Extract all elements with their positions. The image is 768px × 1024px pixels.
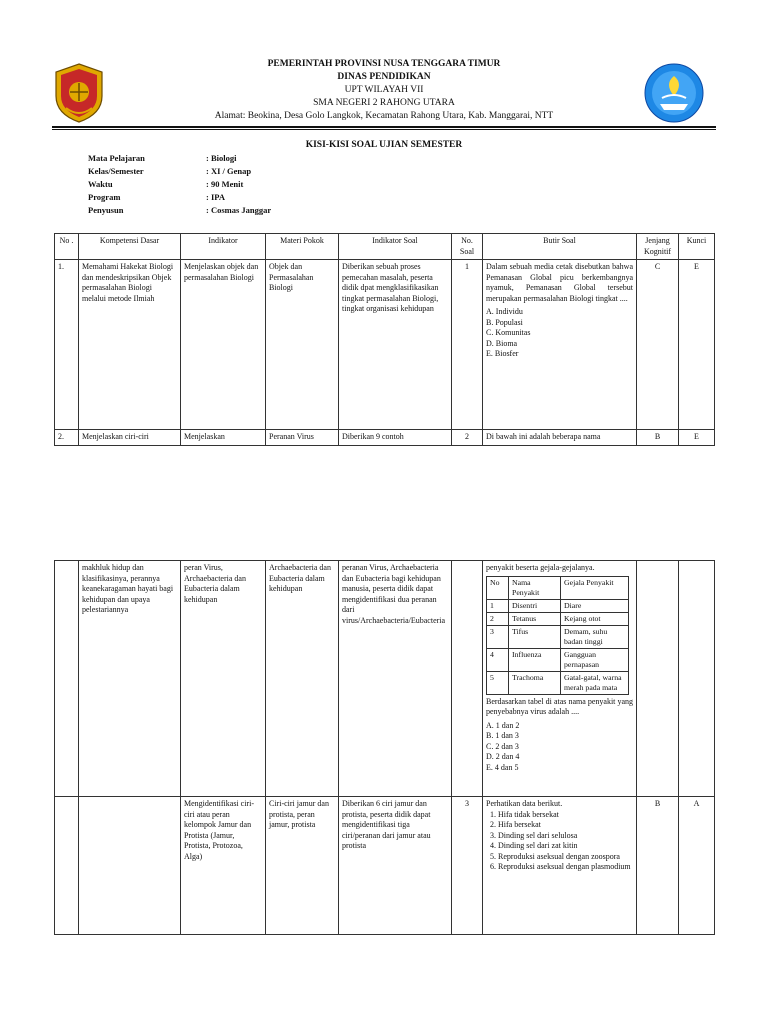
question-1: Dalam sebuah media cetak disebutkan bahwa Pemanasan Global picu berkembangnya nyamuk, Pemanasan Global tersebut merupakan permasalahan Biologi tingkat .... A. Individu B. Populasi C. Komunitas D. Bioma E. Biosfer [483, 260, 637, 430]
question-2: penyakit beserta gejala-gejalanya. No Nama Penyakit Gejala Penyakit 1 Disentri Diare 2 Tetanus Kejang otot 3 Tifus Demam, suhu badan tinggi 4 Influenza Gangguan pernapasan 5 Trachoma Gatal-gatal, warna merah pada mata Berdasarkan tabel di atas nama penyakit yang penyebabnya virus adalah .... A. 1 dan 2 B. 1 dan 3 C. 2 dan 3 D. 2 dan 4 E. 4 dan 5 [483, 561, 637, 797]
options-list: A. Individu B. Populasi C. Komunitas D. Bioma E. Biosfer [486, 307, 531, 358]
col-kompetensi: Kompetensi Dasar [79, 234, 181, 260]
table-row: Mengidentifikasi ciri-ciri atau peran kelompok Jamur dan Protista (Jamur, Protista, Protozoa, Alga) Ciri-ciri jamur dan protista, peran jamur, protista Diberikan 6 ciri jamur dan protista, peserta didik dapat mengidentifikasi tiga ciri/peranan dari jamur atau protista 3 Perhatikan data berikut. 1. Hifa tidak bersekat 2. Hifa bersekat 3. Dinding sel dari selulosa 4. Dinding sel dari zat kitin 5. Reproduksi aseksual dengan zoospora 6. Reproduksi aseksual dengan plasmodium B A [55, 797, 715, 935]
header-line-4: SMA NEGERI 2 RAHONG UTARA [313, 98, 455, 108]
table-row: makhluk hidup dan klasifikasinya, perannya keanekaragaman hayati bagi kehidupan dan upaya pelestariannya peran Virus, Archaebacteria dan Eubacteria dalam kehidupan Archaebacteria dan Eubacteria dalam kehidupan peranan Virus, Archaebacteria dan Eubacteria bagi kehidupan manusia, peserta didik dapat mengidentifikasi dua peranan dari virus/Archaebacteria/Eubacteria penyakit beserta gejala-gejalanya. No Nama Penyakit Gejala Penyakit 1 Disentri Diare 2 Tetanus Kejang otot 3 Tifus Demam, suhu badan tinggi 4 Influenza Gangguan pernapasan 5 Trachoma Gatal-gatal, warna merah pada mata Berdasarkan tabel di atas nama penyakit yang penyebabnya virus adalah .... A. 1 dan 2 B. 1 dan 3 C. 2 dan 3 D. 2 dan 4 E. 4 dan 5 [55, 561, 715, 797]
col-butir-soal: Butir Soal [483, 234, 637, 260]
col-materi: Materi Pokok [266, 234, 339, 260]
col-kunci: Kunci [679, 234, 715, 260]
document-title: KISI-KISI SOAL UJIAN SEMESTER [305, 140, 463, 150]
statement-list: 1. Hifa tidak bersekat 2. Hifa bersekat 3. Dinding sel dari selulosa 4. Dinding sel dari zat kitin 5. Reproduksi aseksual dengan zoospora 6. Reproduksi aseksual dengan plasmodium [486, 810, 633, 873]
table-header-row [55, 234, 715, 260]
col-indikator-soal: Indikator Soal [339, 234, 452, 260]
header-line-2: DINAS PENDIDIKAN [337, 72, 431, 82]
header-line-3: UPT WILAYAH VII [344, 85, 424, 95]
blueprint-table [54, 233, 715, 446]
header-line-1: PEMERINTAH PROVINSI NUSA TENGGARA TIMUR [267, 59, 501, 69]
table-row: 2. Menjelaskan ciri-ciri Menjelaskan Peranan Virus Diberikan 9 contoh 2 Di bawah ini adalah beberapa nama B E [55, 430, 715, 446]
header-address: Alamat: Beokina, Desa Golo Langkok, Kecamatan Rahong Utara, Kab. Manggarai, NTT [214, 111, 554, 121]
col-no: No . [55, 234, 79, 260]
disease-table: No Nama Penyakit Gejala Penyakit 1 Disentri Diare 2 Tetanus Kejang otot 3 Tifus Demam, suhu badan tinggi 4 Influenza Gangguan pernapasan 5 Trachoma Gatal-gatal, warna merah pada mata [486, 576, 629, 695]
col-no-soal: No. Soal [452, 234, 483, 260]
blueprint-table-continued [54, 560, 715, 935]
col-jenjang: Jenjang Kognitif [637, 234, 679, 260]
question-3: Perhatikan data berikut. 1. Hifa tidak bersekat 2. Hifa bersekat 3. Dinding sel dari selulosa 4. Dinding sel dari zat kitin 5. Reproduksi aseksual dengan zoospora 6. Reproduksi aseksual dengan plasmodium [483, 797, 637, 935]
col-indikator: Indikator [181, 234, 266, 260]
options-list: A. 1 dan 2 B. 1 dan 3 C. 2 dan 3 D. 2 dan 4 E. 4 dan 5 [486, 720, 520, 772]
table-row: 1. Memahami Hakekat Biologi dan mendeskripsikan Objek permasalahan Biologi melalui metode Ilmiah Menjelaskan objek dan permasalahan Biologi Objek dan Permasalahan Biologi Diberikan sebuah proses pemecahan masalah, peserta didik dpat mengklasifikasikan tingkat permasalahan Biologi, tingkat organisasi kehidupan 1 Dalam sebuah media cetak disebutkan bahwa Pemanasan Global picu berkembangnya nyamuk, Pemanasan Global tersebut merupakan permasalahan Biologi tingkat .... A. Individu B. Populasi C. Komunitas D. Bioma E. Biosfer C E [55, 260, 715, 430]
header-rule [52, 126, 716, 130]
